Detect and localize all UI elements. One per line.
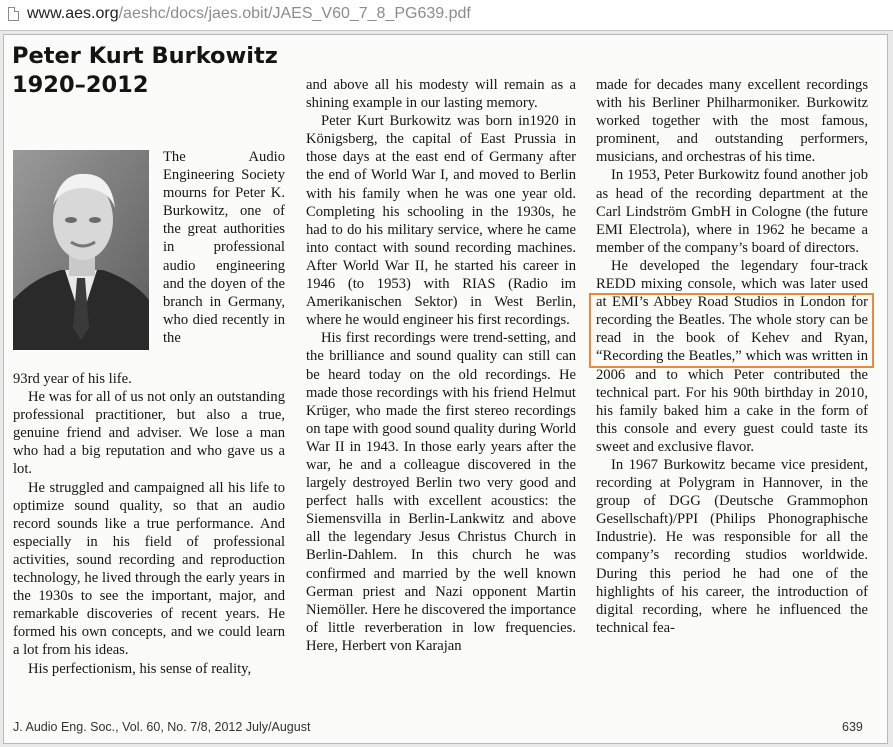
paragraph: In 1953, Peter Burkowitz found another job as head of the recording department at the Carl Lindström GmbH in Cologne (the future EMI Electrola), where in 1962 he became a member of the company’s board of directors. [596, 167, 868, 256]
paragraph: He was for all of us not only an outstanding professional practitioner, but also a true, genuine friend and adviser. We lose a man who had a big reputation and who gave us a lot. [13, 389, 285, 478]
paragraph: The Audio Engineering Society mourns for Peter K. Burkowitz, one of the great authorities in professional audio engineering and the doyen of the branch in Germany, who died recently in the [163, 149, 285, 346]
url-prefix: www. [27, 5, 66, 22]
paragraph: Peter Kurt Burkowitz was born in1920 in Königsberg, the capital of East Prussia in those days at the east end of Germany after the end of World War I, and moved to Berlin with his family when he was one year old. Completing his schooling in the 1930s, he had to do his military service, where he came into contact with sound recording machines. After World War II, he started his career in 1946 (to 1953) with RIAS (Radio im Amerikanischen Sektor) in West Berlin, where he would engineer his first recordings. [306, 113, 576, 329]
address-bar[interactable] [0, 0, 893, 31]
paragraph: He struggled and campaigned all his life to optimize sound quality, so that an audio record sounds like a true performance. And especially in his field of professional activities, sound recording and reproduction technology, he lived through the early years in the 1930s to see the important, major, and remarkable discoveries of recent years. He formed his own concepts, and we could learn a lot from his ideas. [13, 479, 285, 659]
journal-citation: J. Audio Eng. Soc., Vol. 60, No. 7/8, 2012 July/August [13, 720, 311, 734]
paragraph: made for decades many excellent recordings with his Berliner Philharmoniker. Burkowitz worked together with the most famous, prominent, and outstanding performers, musicians, and orchestras of his time. [596, 77, 868, 166]
paragraph: In 1967 Burkowitz became vice president, recording at Polygram in Hannover, in the group of DGG (Deutsche Grammophon Gesellschaft)/PPI (Philips Phonographische Industrie). He was responsible for all the company’s recording studios worldwide. During this period he had one of the highlights of his career, the introduction of digital recording, where he influenced the technical fea- [596, 456, 868, 636]
paragraph: 93rd year of his life. [13, 371, 132, 387]
column-1-wrap-text [163, 148, 285, 347]
url-host: aes.org [65, 5, 119, 22]
title-years: 1920–2012 [12, 72, 149, 98]
paragraph: He developed the legendary four-track REDD mixing console, which was later used at EMI’s Abbey Road Studios in London for recording the Beatles. The whole story can be read in the book of Kehev and Ryan, “Recording the Beatles,” which was written in 2006 and to which Peter contributed the technical part. For his 90th birthday in 2010, his family baked him a cake in the form of this console and every guest could taste its sweet and exclusive flavor. [596, 257, 868, 455]
paragraph: and above all his modesty will remain as a shining example in our lasting memory. [306, 77, 576, 112]
annotation-highlight-box [589, 293, 874, 368]
title-name: Peter Kurt Burkowitz [12, 43, 278, 69]
url-path: /aeshc/docs/jaes.obit/JAES_V60_7_8_PG639.pdf [118, 5, 471, 22]
page-icon [8, 7, 19, 21]
column-2-text [306, 76, 576, 655]
paragraph: His first recordings were trend-setting, and the brilliance and sound quality can still can be heard today on the old recordings. He made those recordings with his friend Helmut Krüger, who made the first stereo recordings on tape with good sound quality during World War II in 1943. In those early years after the war, he and a colleague discovered in the largely destroyed Berlin two very good and perfect halls with excellent acoustics: the Siemensvilla in Berlin-Lankwitz and above all the legendary Jesus Christus Church in Berlin-Dahlem. In this church he was confirmed and married by the well known German priest and Nazi opponent Martin Niemöller. Here he discovered the importance of little reverberation in low frequencies. Here, Herbert von Karajan [306, 330, 576, 654]
obituary-title [12, 42, 278, 100]
portrait-photo [13, 150, 149, 350]
url-text[interactable] [27, 5, 471, 23]
page-number: 639 [842, 720, 863, 734]
paragraph: His perfectionism, his sense of reality, [28, 660, 252, 677]
column-1-text [13, 370, 285, 678]
